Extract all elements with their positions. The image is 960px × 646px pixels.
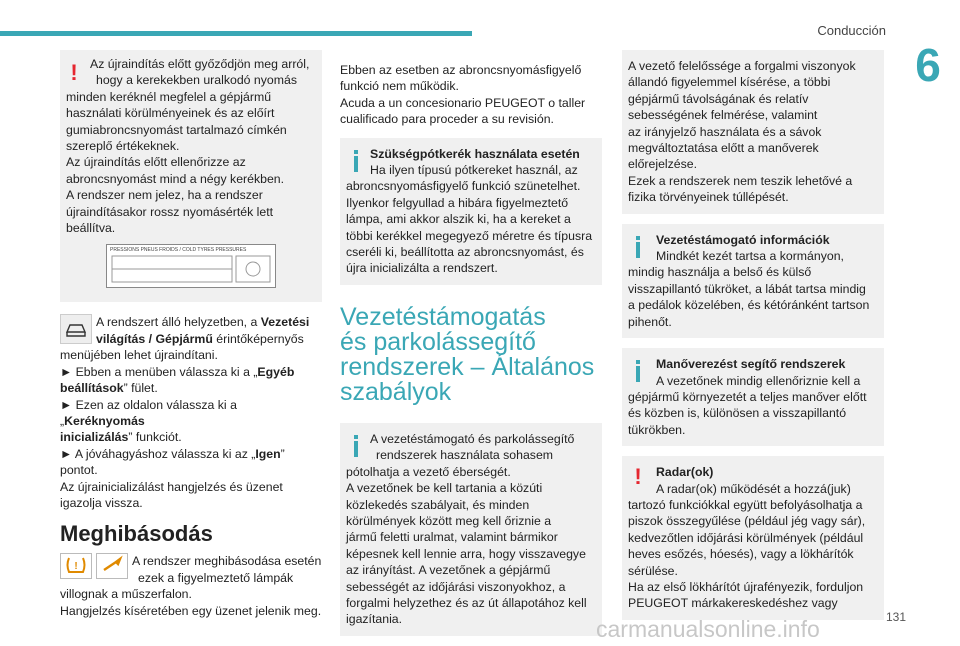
text-span: érintőképernyős — [212, 331, 304, 346]
fault-icons — [60, 553, 128, 579]
heading-line: rendszerek – Általános — [340, 352, 595, 381]
text-line: visszapillantó tükröket, a lábát tartsa mindig — [628, 281, 866, 296]
text-line: sérülése. — [628, 563, 678, 578]
menu-name: inicializálás — [60, 430, 129, 445]
column-1 — [60, 50, 322, 619]
text-span: ► Ebben a menüben válassza ki a „ — [60, 364, 258, 379]
box-title: Radar(ok) — [656, 465, 714, 480]
text-span: ” funkciót. — [128, 430, 182, 445]
text-line: funkció nem működik. — [340, 79, 459, 94]
text-line: cseréli ki, beállította az abroncsnyomást, és — [346, 245, 584, 260]
driver-responsibility-box — [622, 50, 884, 214]
text-line — [60, 364, 322, 380]
text-line: jármű feletti uralmat, valamint bármikor — [346, 530, 558, 545]
text-line: újraindításakor rossz nyomásérték lett — [66, 204, 274, 219]
text-line — [60, 397, 322, 430]
label-caption: PRESSIONS PNEUS FROIDS / COLD TYRES PRESSURES — [110, 247, 247, 254]
text-line: képesnek kell lennie arra, hogy visszavegye — [346, 546, 586, 561]
text-line: kedvezőtlen időjárási körülmények (például — [628, 530, 864, 545]
column-2 — [340, 62, 602, 646]
menu-name: Keréknyomás — [64, 413, 145, 428]
text-line: ezek a figyelmeztető lámpák — [138, 570, 294, 585]
text-line: A radar(ok) működését a hozzá(juk) — [656, 481, 851, 496]
section-heading — [340, 302, 602, 406]
column-3 — [622, 50, 884, 630]
text-line: Ezek a rendszerek nem teszik lehetővé a — [628, 173, 853, 188]
info-icon — [354, 435, 358, 457]
text-line: állandó figyelemmel kísérése, a többi — [628, 75, 831, 90]
text-line: Acuda a un concesionario PEUGEOT o taller — [340, 95, 586, 110]
text-line: az irányjelző használata és a sávok — [628, 124, 822, 139]
text-line: A rendszer meghibásodása esetén — [132, 554, 322, 569]
section-title: Conducción — [817, 23, 886, 38]
heading-line: és parkolássegítő — [340, 327, 536, 356]
text-span: ” — [280, 446, 285, 461]
text-line: abroncsnyomást mind a négy kerékben. — [66, 171, 285, 186]
text-line: lámpa, ami akkor alszik ki, ha a kereket a — [346, 212, 571, 227]
text-line: Ha az első lökhárítót újrafényezik, forduljon — [628, 579, 864, 594]
text-line: A vezetőnek mindig ellenőriznie kell a — [656, 373, 861, 388]
text-line: szereplő értékeknek. — [66, 139, 180, 154]
box-title: Szükségpótkerék használata esetén — [370, 146, 580, 161]
menu-name: Igen — [255, 446, 281, 461]
text-line: újra inicializálta a rendszert. — [346, 261, 498, 276]
text-line: abroncsnyomásfigyelő funkció szünetelhet. — [346, 179, 581, 194]
text-span: A rendszert álló helyzetben, a — [96, 315, 261, 330]
warning-box-radar — [622, 456, 884, 620]
text-span: ► A jóváhagyáshoz válassza ki az „ — [60, 446, 256, 461]
heading-line: Vezetéstámogatás — [340, 302, 546, 331]
text-line: Az újraindítás előtt ellenőrizze az — [66, 155, 246, 170]
text-span: ” fület. — [123, 381, 158, 396]
text-line: sebességét az időjárási viszonyokhoz, a — [346, 579, 566, 594]
menu-name: Vezetési — [260, 315, 310, 330]
svg-text:!: ! — [74, 561, 78, 573]
text-line: PEUGEOT márkakereskedéshez vagy — [628, 596, 838, 611]
info-box-spare-wheel — [340, 138, 602, 285]
text-line: megváltoztatása előtt a manőverek — [628, 141, 819, 156]
info-icon — [636, 360, 640, 382]
text-line — [60, 331, 322, 347]
fault-section — [60, 553, 322, 619]
page-number: 131 — [885, 610, 906, 624]
text-line: és közben is, különösen a visszapillantó — [628, 406, 847, 421]
text-line: villognak a műszerfalon. — [60, 587, 192, 602]
text-line: gumiabroncsnyomást tartalmazó címkén — [66, 122, 287, 137]
text-line: előrejelzése. — [628, 157, 698, 172]
chapter-number: 6 — [915, 39, 941, 91]
fault-heading: Meghibásodás — [60, 521, 213, 547]
text-line: minden keréknél megfelel a gépjármű — [66, 89, 272, 104]
text-line: A rendszer nem jelez, ha a rendszer — [66, 188, 263, 203]
text-line: heves esőzés, hóesés), vagy a lökhárítók — [628, 547, 854, 562]
header-accent-bar — [0, 31, 472, 36]
text-line: igazolja vissza. — [60, 495, 143, 510]
text-line: forgalmi helyzethez és az út állapotához kell — [346, 595, 587, 610]
text-line: hogy a kerekekben uralkodó nyomás — [96, 73, 297, 88]
text-line: fizika törvényeinek túllépését. — [628, 190, 789, 205]
info-icon — [636, 236, 640, 258]
text-line: pihenőt. — [628, 314, 672, 329]
text-line: körülmények között meg kell őriznie a — [346, 513, 552, 528]
text-line: A vezetéstámogató és parkolássegítő — [370, 431, 575, 446]
text-line: pontot. — [60, 463, 98, 478]
text-line: gépjármű távolságának és relatív — [628, 91, 809, 106]
text-line: cualificado para proceder a su revisión. — [340, 112, 554, 127]
text-line: tartozó funkciókkal együtt befolyásolhatja a — [628, 497, 863, 512]
text-line: használati körülményeinek és az előírt — [66, 106, 275, 121]
text-line: A vezető felelőssége a forgalmi viszonyok — [628, 59, 856, 73]
text-line: beállítva. — [66, 221, 116, 236]
info-box-driving-aids — [622, 224, 884, 338]
box-title: Manőverezést segítő rendszerek — [656, 357, 846, 372]
text-line: tükrökben. — [628, 422, 686, 437]
reset-instructions — [60, 314, 322, 511]
info-box-general — [340, 423, 602, 636]
text-line: igazítania. — [346, 612, 403, 627]
text-line: mindig használja a belső és külső — [628, 265, 812, 280]
text-line: pótolhatja a vezető éberségét. — [346, 464, 511, 479]
text-line: gépjármű környezetét a teljes manőver előtt — [628, 389, 867, 404]
text-line: sebességének felmérése, valamint — [628, 108, 818, 123]
tyre-warning-icon — [60, 553, 92, 579]
tyre-pressure-label-image — [106, 244, 276, 288]
intro-text — [340, 62, 602, 128]
text-line — [60, 314, 322, 330]
info-icon — [354, 150, 358, 172]
menu-name: Egyéb — [257, 364, 295, 379]
car-settings-icon — [60, 314, 92, 344]
text-line: Az újraindítás előtt győződjön meg arról, — [90, 57, 310, 71]
warning-exclamation-icon: ! — [634, 464, 642, 490]
text-line: rendszerek használata sohasem — [376, 448, 554, 463]
text-line: a pedálok közelében, és kétóránként tartson — [628, 298, 870, 313]
text-line — [60, 446, 322, 462]
info-box-manoeuvre — [622, 348, 884, 446]
text-line: Ebben az esetben az abroncsnyomásfigyelő — [340, 63, 582, 77]
text-line: menüjében lehet újraindítani. — [60, 348, 218, 363]
text-line: az irányítást. A vezetőnek a gépjármű — [346, 563, 551, 578]
service-wrench-icon — [96, 553, 128, 579]
text-line: többi kerékkel megegyező méretre és típusra — [346, 228, 593, 243]
text-line: Hangjelzés kíséretében egy üzenet jelenik meg. — [60, 603, 322, 618]
text-line: Az újrainicializálást hangjelzés és üzenet — [60, 479, 283, 494]
menu-name: beállítások — [60, 381, 124, 396]
text-line: Mindkét kezét tartsa a kormányon, — [656, 249, 844, 264]
heading-line: szabályok — [340, 377, 452, 406]
warning-box-reinit — [60, 50, 322, 302]
text-line: Ilyenkor felgyullad a hibára figyelmeztető — [346, 195, 569, 210]
text-span: ► Ezen az oldalon válassza ki a „ — [60, 397, 237, 428]
warning-exclamation-icon: ! — [70, 60, 78, 85]
text-line: piszok összegyűlése (például jég vagy sár), — [628, 514, 866, 529]
text-line — [60, 380, 322, 396]
text-line: közlekedés szabályait, és minden — [346, 497, 530, 512]
box-title: Vezetéstámogató információk — [656, 232, 830, 247]
text-line — [60, 429, 322, 445]
text-line: A vezetőnek be kell tartania a közúti — [346, 481, 543, 496]
menu-name: világítás / Gépjármű — [96, 331, 213, 346]
watermark: carmanualsonline.info — [596, 616, 820, 642]
text-line: Ha ilyen típusú pótkereket használ, az — [370, 163, 578, 178]
